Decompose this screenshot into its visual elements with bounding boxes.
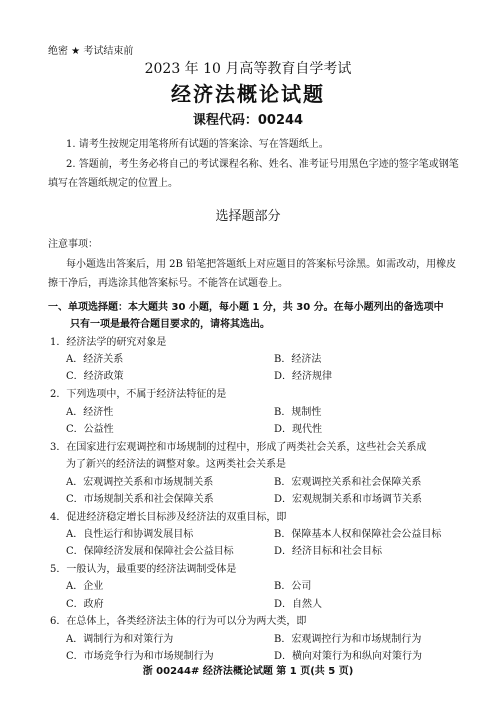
question-5-option-c: C．政府 — [66, 599, 104, 610]
question-3-stem: 3．在国家进行宏观调控和市场规制的过程中，形成了两类社会关系，这些社会关系成 — [50, 442, 427, 453]
notes-heading: 注意事项： — [48, 239, 98, 250]
question-4-option-a: A．良性运行和协调发展目标 — [66, 529, 194, 540]
secret-label: 绝密 ★ 考试结束前 — [48, 46, 134, 57]
question-6-option-d: D．横向对策行为和纵向对策行为 — [274, 651, 423, 662]
exam-title: 2023 年 10 月高等教育自学考试 — [144, 61, 352, 77]
question-5-option-d: D．自然人 — [274, 599, 323, 610]
question-1-option-a: A．经济关系 — [66, 354, 124, 365]
question-2-option-c: C．公益性 — [66, 424, 114, 435]
question-2-option-d: D．现代性 — [274, 424, 323, 435]
question-5-stem: 5．一般认为，最重要的经济法调制受体是 — [50, 564, 237, 575]
question-2-option-b: B．规制性 — [274, 407, 322, 418]
question-4-option-b: B．保障基本人权和保障社会公益目标 — [274, 529, 442, 540]
subject-title: 经济法概论试题 — [171, 82, 325, 106]
part-heading-line-1: 一、单项选择题：本大题共 30 小题，每小题 1 分，共 30 分。在每小题列出的备选项中 — [48, 302, 444, 313]
course-code: 课程代码：00244 — [192, 113, 304, 128]
part-heading-line-2: 只有一项是最符合题目要求的，请将其选出。 — [70, 319, 270, 330]
question-6-option-c: C．市场竞争行为和市场规制行为 — [66, 651, 214, 662]
instruction-line-2: 2. 答题前，考生务必将自己的考试课程名称、姓名、准考证号用黑色字迹的签字笔或钢笔 — [66, 159, 459, 170]
notes-line-2: 擦干净后，再选涂其他答案标号。不能答在试题卷上。 — [48, 278, 288, 289]
page-footer: 浙 00244# 经济法概论试题 第 1 页(共 5 页) — [142, 666, 354, 677]
question-3-option-b: B．宏观调控关系和社会保障关系 — [274, 477, 422, 488]
question-5-option-a: A．企业 — [66, 581, 104, 592]
question-3-stem-cont: 为了新兴的经济法的调整对象。这两类社会关系是 — [66, 459, 286, 470]
question-4-stem: 4．促进经济稳定增长目标涉及经济法的双重目标，即 — [50, 512, 287, 523]
question-2-stem: 2．下列选项中，不属于经济法特征的是 — [50, 389, 227, 400]
instruction-line-1: 1. 请考生按规定用笔将所有试题的答案涂、写在答题纸上。 — [66, 139, 329, 150]
question-1-option-d: D．经济规律 — [274, 371, 333, 382]
question-2-option-a: A．经济性 — [66, 407, 114, 418]
section-title: 选择题部分 — [215, 209, 281, 224]
question-3-option-a: A．宏观调控关系和市场规制关系 — [66, 477, 214, 488]
question-6-stem: 6．在总体上，各类经济法主体的行为可以分为两大类，即 — [50, 616, 307, 627]
question-6-option-b: B．宏观调控行为和市场规制行为 — [274, 634, 422, 645]
question-3-option-c: C．市场规制关系和社会保障关系 — [66, 494, 214, 505]
question-6-option-a: A．调制行为和对策行为 — [66, 634, 174, 645]
question-5-option-b: B．公司 — [274, 581, 312, 592]
question-4-option-d: D．经济目标和社会目标 — [274, 546, 383, 557]
question-4-option-c: C．保障经济发展和保障社会公益目标 — [66, 546, 234, 557]
question-1-option-b: B．经济法 — [274, 354, 322, 365]
question-1-stem: 1．经济法学的研究对象是 — [50, 337, 167, 348]
question-1-option-c: C．经济政策 — [66, 371, 124, 382]
question-3-option-d: D．宏观规制关系和市场调节关系 — [274, 494, 423, 505]
notes-line-1: 每小题选出答案后，用 2B 铅笔把答题纸上对应题目的答案标号涂黑。如需改动，用橡皮 — [66, 259, 457, 270]
instruction-line-3: 填写在答题纸规定的位置上。 — [48, 178, 178, 189]
